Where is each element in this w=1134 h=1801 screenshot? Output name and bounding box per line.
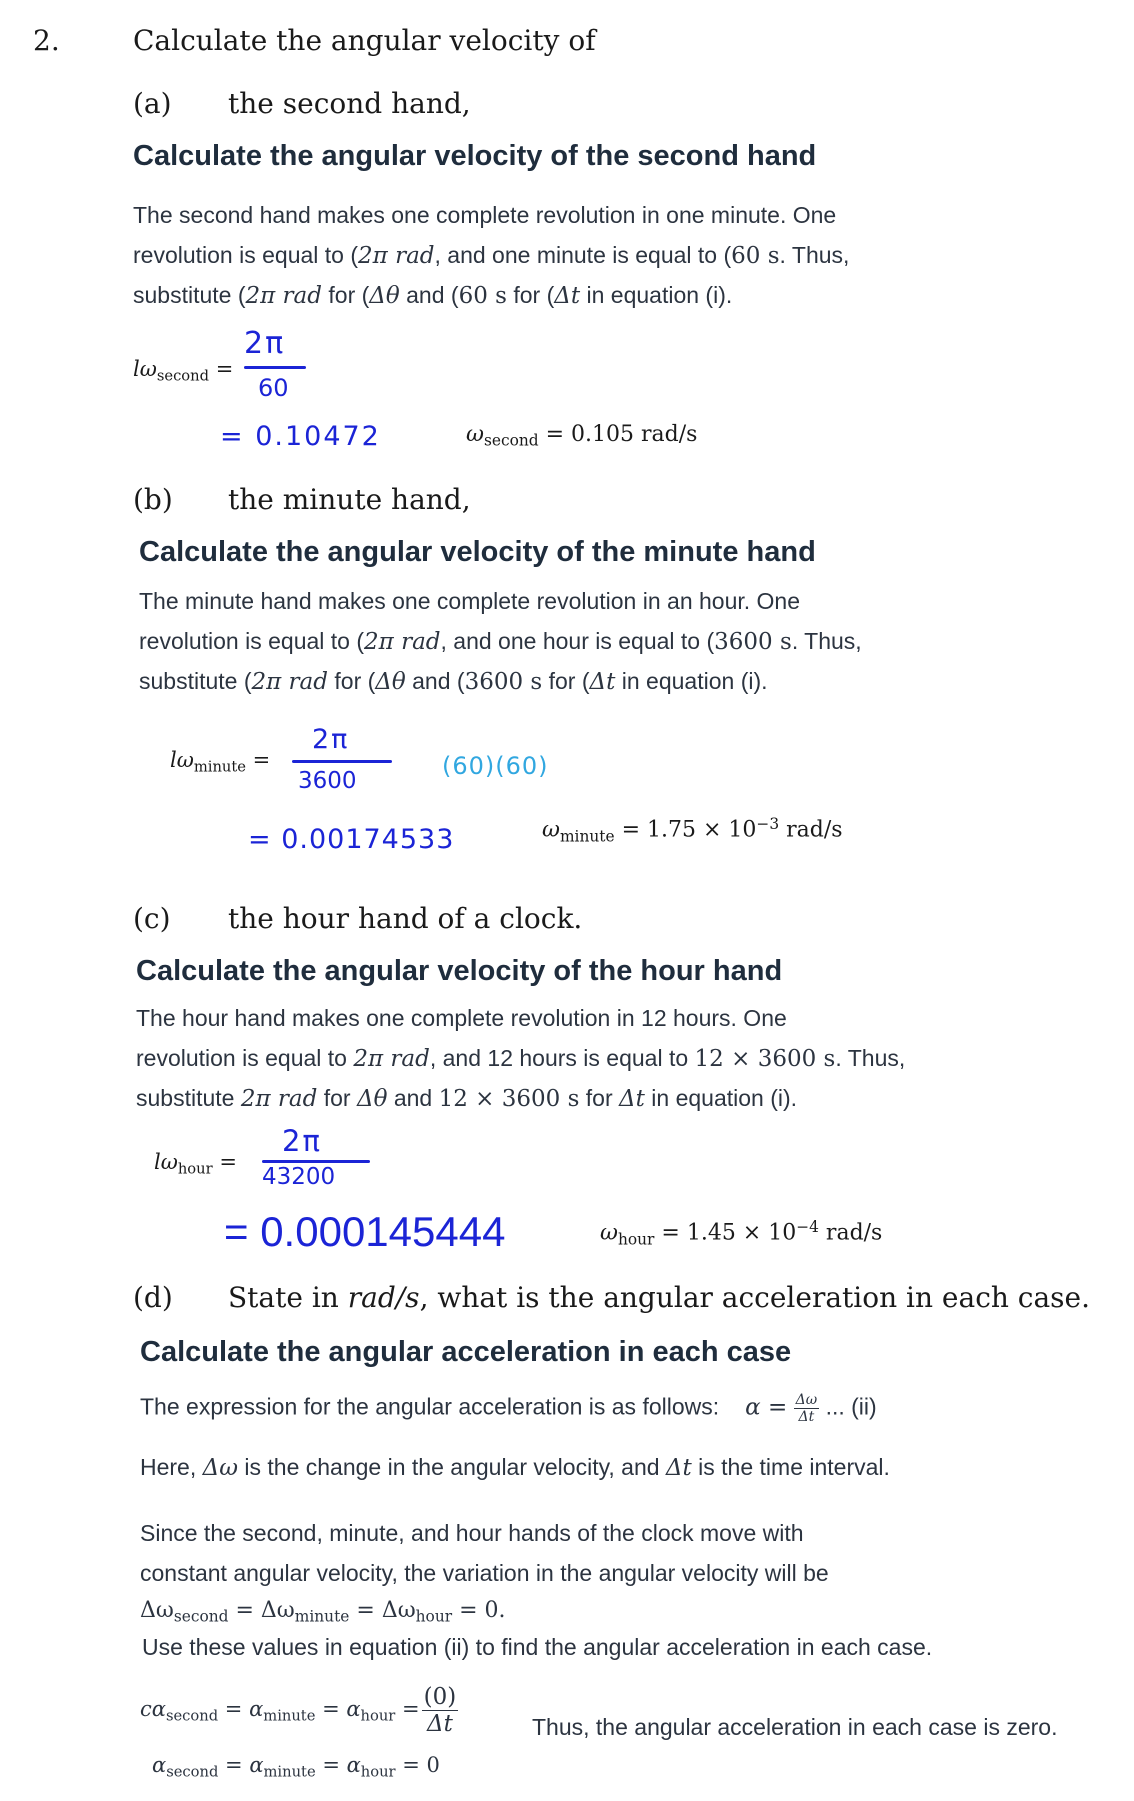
part-a-line1: The second hand makes one complete revolution in one minute. One bbox=[133, 202, 837, 228]
part-a-omega-lhs: $l\omega_{second}$ = bbox=[133, 357, 234, 385]
part-a-label: (a) bbox=[133, 87, 172, 120]
part-a-line3: substitute (2π rad for (Δθ and (60 s for (Δt in equation (i). bbox=[133, 282, 733, 309]
part-b-handwritten-numerator: 2π bbox=[312, 724, 350, 755]
question-number: 2. bbox=[33, 24, 60, 57]
part-b-omega-lhs: $l\omega_{minute}$ = bbox=[170, 748, 271, 776]
part-a-handwritten-denominator: 60 bbox=[258, 374, 289, 402]
part-c-line2: revolution is equal to 2π rad, and 12 hours is equal to 12 × 3600 s. Thus, bbox=[136, 1045, 906, 1072]
part-c-typed-result: = 0.000145444 bbox=[224, 1208, 506, 1255]
part-d-since-line1: Since the second, minute, and hour hands of the clock move with bbox=[140, 1520, 804, 1546]
part-a-handwritten-numerator: 2π bbox=[244, 326, 286, 361]
alpha-zero-fraction: $\frac{(0)}{\Delta t}$ bbox=[423, 1684, 457, 1737]
part-d-heading: Calculate the angular acceleration in each case bbox=[140, 1336, 792, 1368]
part-d-expression-line: The expression for the angular acceleration is as follows: α = $\frac{\Delta\omega}{\Delta t}$ ... (ii) bbox=[140, 1392, 877, 1425]
part-c-final-answer: $\omega_{hour} = 1.45 \times 10^{-4}$ rad/s bbox=[600, 1218, 883, 1249]
part-b-line2: revolution is equal to (2π rad, and one hour is equal to (3600 s. Thus, bbox=[139, 628, 862, 655]
part-c-heading: Calculate the angular velocity of the hour hand bbox=[136, 955, 783, 987]
part-d-text: State in rad/s, what is the angular acceleration in each case. bbox=[228, 1281, 1091, 1314]
part-b-heading: Calculate the angular velocity of the minute hand bbox=[139, 536, 816, 568]
part-d-here-line: Here, Δω is the change in the angular velocity, and Δt is the time interval. bbox=[140, 1454, 890, 1481]
part-a-final-answer: $\omega_{second} = 0.105$ rad/s bbox=[466, 422, 698, 450]
question-intro: Calculate the angular velocity of bbox=[133, 24, 596, 57]
part-a-text: the second hand, bbox=[228, 87, 471, 120]
part-d-use-line: Use these values in equation (ii) to find the angular acceleration in each case. bbox=[142, 1634, 933, 1660]
part-b-final-answer: $\omega_{minute} = 1.75 \times 10^{-3}$ rad/s bbox=[542, 815, 843, 846]
part-d-since-line2: constant angular velocity, the variation in the angular velocity will be bbox=[140, 1560, 829, 1586]
part-d-conclusion: Thus, the angular acceleration in each case is zero. bbox=[532, 1714, 1058, 1740]
part-b-handwritten-result: = 0.00174533 bbox=[248, 824, 455, 855]
part-d-alpha-equation: $c\alpha_{second} = \alpha_{minute} = \alpha_{hour}$ = $\frac{(0)}{\Delta t}$ bbox=[140, 1684, 457, 1737]
part-b-text: the minute hand, bbox=[228, 483, 471, 516]
part-a-heading: Calculate the angular velocity of the second hand bbox=[133, 140, 817, 172]
part-c-label: (c) bbox=[133, 902, 171, 935]
part-b-handwritten-fraction-bar bbox=[292, 760, 392, 763]
part-b-handwritten-denominator: 3600 bbox=[298, 768, 357, 794]
part-c-handwritten-denominator: 43200 bbox=[262, 1164, 336, 1190]
part-c-handwritten-fraction-bar bbox=[262, 1160, 370, 1163]
part-b-label: (b) bbox=[133, 483, 173, 516]
part-c-omega-lhs: $l\omega_{hour}$ = bbox=[154, 1150, 237, 1178]
part-a-handwritten-result: = 0.10472 bbox=[220, 421, 381, 452]
part-c-line3: substitute 2π rad for Δθ and 12 × 3600 s for Δt in equation (i). bbox=[136, 1085, 798, 1112]
part-d-delta-equation: $\Delta\omega_{second} = \Delta\omega_{minute} = \Delta\omega_{hour} = 0$. bbox=[140, 1598, 506, 1626]
part-b-line1: The minute hand makes one complete revolution in an hour. One bbox=[139, 588, 801, 614]
part-b-handwritten-note: (60)(60) bbox=[442, 752, 549, 780]
part-c-handwritten-numerator: 2π bbox=[282, 1124, 322, 1158]
part-b-line3: substitute (2π rad for (Δθ and (3600 s for (Δt in equation (i). bbox=[139, 668, 768, 695]
part-a-line2: revolution is equal to (2π rad, and one minute is equal to (60 s. Thus, bbox=[133, 242, 850, 269]
part-c-line1: The hour hand makes one complete revolution in 12 hours. One bbox=[136, 1005, 787, 1031]
part-d-label: (d) bbox=[133, 1281, 173, 1314]
part-a-handwritten-fraction-bar bbox=[244, 366, 306, 369]
part-d-final-alpha: $\alpha_{second} = \alpha_{minute} = \alpha_{hour} = 0$ bbox=[152, 1753, 440, 1781]
part-c-text: the hour hand of a clock. bbox=[228, 902, 583, 935]
alpha-fraction: $\frac{\Delta\omega}{\Delta t}$ bbox=[795, 1392, 818, 1425]
